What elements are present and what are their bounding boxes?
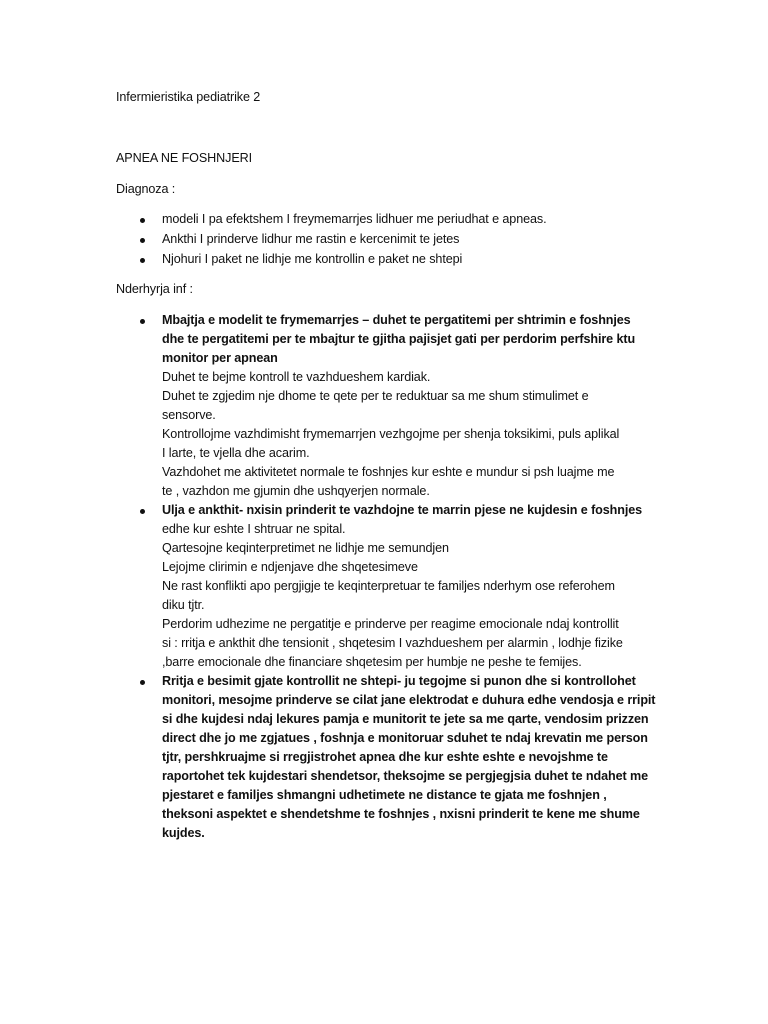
intervention-line: Mbajtja e modelit te frymemarrjes – duhet te pergatitemi per shtrimin e foshnjes — [162, 313, 631, 327]
intervention-line: edhe kur eshte I shtruar ne spital. — [162, 522, 346, 536]
intervention-line: Ulja e ankthit- nxisin prinderit te vazhdojne te marrin pjese ne kujdesin e foshnjes — [162, 503, 643, 517]
bullet-icon — [140, 210, 145, 229]
bullet-icon — [140, 501, 145, 520]
intervention-line: direct dhe jo me zgjatues , foshnja e monitoruar sduhet te ndaj krevatin me person — [162, 731, 648, 745]
diagnosis-item: Ankthi I prinderve lidhur me rastin e kercenimit te jetes — [162, 232, 460, 246]
intervention-line: theksoni aspektet e shendetshme te foshnjes , nxisni prinderit te kene me shume — [162, 807, 640, 821]
intervention-line: ,barre emocionale dhe financiare shqetesim per humbje ne peshe te femijes. — [162, 655, 582, 669]
intervention-line: kujdes. — [162, 826, 205, 840]
intervention-line: si : rritja e ankthit dhe tensionit , shqetesim I vazhdueshem per alarmin , lodhje fizike — [162, 636, 623, 650]
intervention-line: Rritja e besimit gjate kontrollit ne shtepi- ju tegojme si punon dhe si kontrollohet — [162, 674, 636, 688]
bullet-icon — [140, 250, 145, 269]
intervention-line: Ne rast konflikti apo pergjigje te keqinterpretuar te familjes nderhym ose referohem — [162, 579, 615, 593]
intervention-line: monitori, mesojme prinderve se cilat jane elektrodat e duhura edhe vendosja e rripit — [162, 693, 656, 707]
intervention-line: sensorve. — [162, 408, 216, 422]
intervention-line: diku tjtr. — [162, 598, 205, 612]
intervention-line: Duhet te zgjedim nje dhome te qete per te reduktuar sa me shum stimulimet e — [162, 389, 589, 403]
intervention-line: Lejojme clirimin e ndjenjave dhe shqetesimeve — [162, 560, 418, 574]
intervention-line: Duhet te bejme kontroll te vazhdueshem kardiak. — [162, 370, 431, 384]
intervention-line: Vazhdohet me aktivitetet normale te foshnjes kur eshte e mundur si psh luajme me — [162, 465, 615, 479]
diagnoza-label: Diagnoza : — [116, 182, 176, 196]
intervention-line: te , vazhdon me gjumin dhe ushqyerjen normale. — [162, 484, 430, 498]
intervention-line: Kontrollojme vazhdimisht frymemarrjen vezhgojme per shenja toksikimi, puls aplikal — [162, 427, 620, 441]
section-title: APNEA NE FOSHNJERI — [116, 151, 253, 165]
intervention-line: monitor per apnean — [162, 351, 278, 365]
intervention-line: tjtr, pershkruajme si rregjistrohet apnea dhe kur eshte eshte e nevojshme te — [162, 750, 608, 764]
intervention-line: pjestaret e familjes shmangni udhetimete ne distance te gjata me foshnjen , — [162, 788, 607, 802]
bullet-icon — [140, 672, 145, 691]
diagnosis-item: Njohuri I paket ne lidhje me kontrollin e paket ne shtepi — [162, 252, 463, 266]
diagnosis-item: modeli I pa efektshem I freymemarrjes lidhuer me periudhat e apneas. — [162, 212, 547, 226]
intervention-line: raportohet tek kujdestari shendetsor, theksojme se pergjegjsia duhet te ndahet me — [162, 769, 648, 783]
nderhyrja-label: Nderhyrja inf : — [116, 282, 193, 296]
course-title: Infermieristika pediatrike 2 — [116, 90, 261, 104]
intervention-line: Qartesojne keqinterpretimet ne lidhje me semundjen — [162, 541, 449, 555]
bullet-icon — [140, 230, 145, 249]
intervention-line: Perdorim udhezime ne pergatitje e prinderve per reagime emocionale ndaj kontrollit — [162, 617, 619, 631]
intervention-line: si dhe kujdesi ndaj lekures pamja e munitorit te jete sa me qarte, vendosim prizzen — [162, 712, 649, 726]
intervention-line: dhe te pergatitemi per te mbajtur te gjitha pajisjet gati per perdorim perfshire ktu — [162, 332, 636, 346]
intervention-line: I larte, te vjella dhe acarim. — [162, 446, 310, 460]
bullet-icon — [140, 311, 145, 330]
